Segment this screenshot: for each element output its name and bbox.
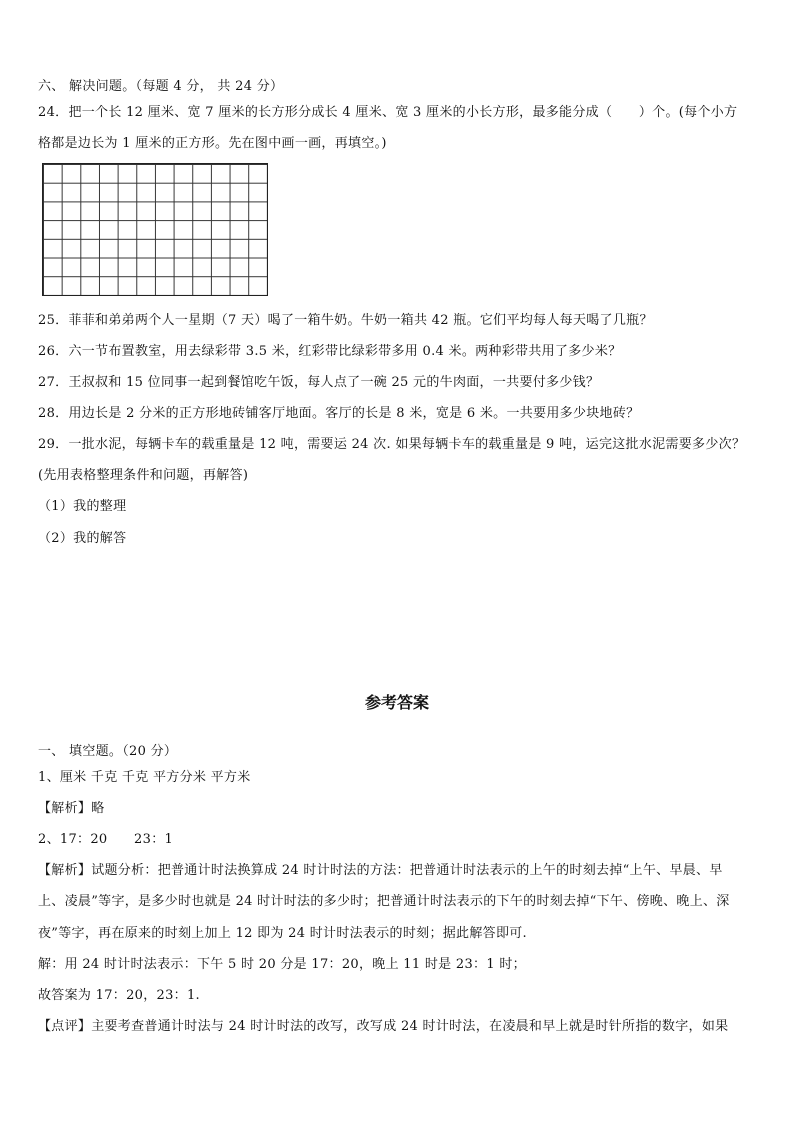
answer-2-solution: 解：用 24 时计时法表示：下午 5 时 20 分是 17：20，晚上 11 时是 23：1 时； xyxy=(38,957,526,972)
question-27: 27．王叔叔和 15 位同事一起到餐馆吃午饭，每人点了一碗 25 元的牛肉面，一共要付多少钱？ xyxy=(38,375,600,390)
question-24-line-1: 24．把一个长 12 厘米、宽 7 厘米的长方形分成长 4 厘米、宽 3 厘米的小长方形，最多能分成（ ）个。(每个小方 xyxy=(38,105,738,120)
answers-title: 参考答案 xyxy=(364,693,429,712)
question-29-sub-1: （1）我的整理 xyxy=(38,499,127,514)
square-grid xyxy=(42,163,268,296)
answer-2: 2、17：20 23：1 xyxy=(38,832,174,847)
section-6-heading: 六、 解决问题。（每题 4 分， 共 24 分） xyxy=(38,79,284,94)
question-28: 28．用边长是 2 分米的正方形地砖铺客厅地面。客厅的长是 8 米，宽是 6 米。一共要用多少块地砖？ xyxy=(38,406,640,421)
answer-1-analysis: 【解析】略 xyxy=(38,801,105,816)
answer-2-conclusion: 故答案为 17：20，23：1. xyxy=(38,988,200,1003)
question-25: 25．菲菲和弟弟两个人一星期（7 天）喝了一箱牛奶。牛奶一箱共 42 瓶。它们平均每人每天喝了几瓶？ xyxy=(38,313,653,328)
question-24-line-2: 格都是边长为 1 厘米的正方形。先在图中画一画，再填空。) xyxy=(38,136,387,151)
answer-1: 1、厘米 千克 千克 平方分米 平方米 xyxy=(38,770,251,785)
answer-2-analysis-line-3: 夜”等字，再在原来的时刻上加上 12 即为 24 时计时法表示的时刻；据此解答即可. xyxy=(38,926,527,941)
answer-2-analysis-line-1: 【解析】试题分析：把普通计时法换算成 24 时计时法的方法：把普通计时法表示的上午的时刻去掉“上午、早晨、早 xyxy=(38,863,723,878)
question-29-sub-2: （2）我的解答 xyxy=(38,531,127,546)
answers-section-1-heading: 一、 填空题。（20 分） xyxy=(38,744,178,759)
question-26: 26．六一节布置教室，用去绿彩带 3.5 米，红彩带比绿彩带多用 0.4 米。两种彩带共用了多少米？ xyxy=(38,344,622,359)
question-29-line-1: 29．一批水泥，每辆卡车的载重量是 12 吨，需要运 24 次. 如果每辆卡车的载重量是 9 吨，运完这批水泥需要多少次？ xyxy=(38,437,746,452)
answer-2-analysis-line-2: 上、凌晨”等字，是多少时也就是 24 时计时法的多少时；把普通计时法表示的下午的时刻去掉“下午、傍晚、晚上、深 xyxy=(38,894,730,909)
answer-2-comment: 【点评】主要考查普通计时法与 24 时计时法的改写，改写成 24 时计时法，在凌晨和早上就是时针所指的数字，如果 xyxy=(38,1019,729,1034)
question-29-line-2: (先用表格整理条件和问题，再解答) xyxy=(38,468,249,483)
